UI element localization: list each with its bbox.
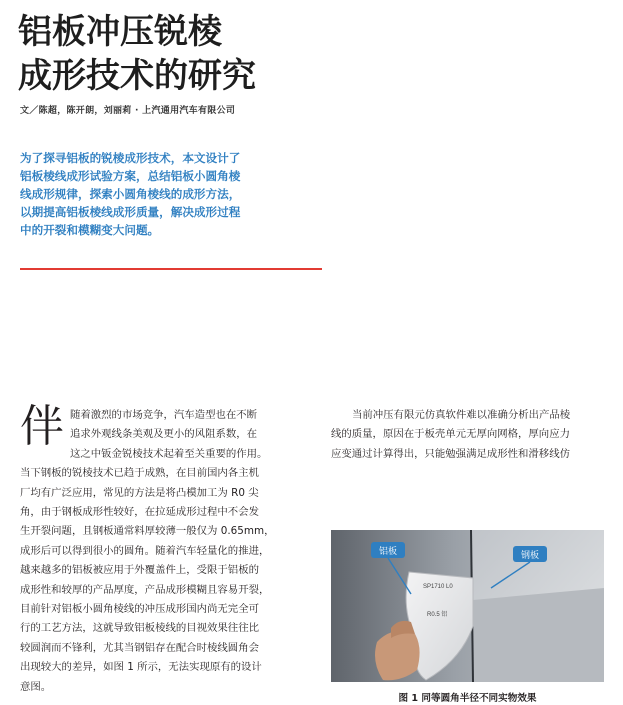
body-line: 较圆润而不锋利，尤其当钢铝存在配合时棱线圆角会 bbox=[20, 641, 259, 654]
abstract-line: 为了探寻铝板的锐棱成形技术，本文设计了 bbox=[20, 151, 241, 165]
body-line: 越来越多的铝板被应用于外覆盖件上，受限于铝板的 bbox=[20, 564, 259, 577]
article-title bbox=[18, 10, 318, 98]
body-line: 出现较大的差异，如图 1 所示，无法实现原有的设计 bbox=[20, 661, 262, 674]
body-column-right bbox=[331, 406, 606, 464]
body-line: 随着激烈的市场竞争，汽车造型也在不断 bbox=[70, 409, 258, 421]
figure-photo bbox=[331, 530, 604, 682]
title-line-1: 铝板冲压锐棱 bbox=[18, 12, 222, 52]
figure-photo-illustration bbox=[331, 530, 604, 682]
abstract bbox=[20, 149, 260, 239]
body-line: 当前冲压有限元仿真软件难以准确分析出产品棱 bbox=[352, 409, 571, 421]
handwritten-note-1: SP1710 L0 bbox=[423, 584, 453, 590]
body-line: 当下钢板的锐棱技术已趋于成熟，在目前国内各主机 bbox=[20, 467, 259, 480]
body-line: 行的工艺方法，这就导致铝板棱线的目视效果往往比 bbox=[20, 622, 259, 635]
abstract-line: 线成形规律，探索小圆角棱线的成形方法， bbox=[20, 187, 241, 201]
body-line: 目前针对铝板小圆角棱线的冲压成形国内尚无完全可 bbox=[20, 603, 259, 616]
abstract-line: 铝板棱线成形试验方案，总结铝板小圆角棱 bbox=[20, 169, 241, 183]
title-line-2: 成形技术的研究 bbox=[18, 56, 256, 96]
body-line: 追求外观线条美观及更小的风阻系数，在 bbox=[70, 428, 258, 441]
section-divider bbox=[20, 268, 322, 270]
author-byline: 文／陈超，陈开朗，刘丽莉 · 上汽通用汽车有限公司 bbox=[20, 106, 236, 116]
body-line: 生开裂问题，且钢板通常料厚较薄一般仅为 0.65mm， bbox=[20, 525, 275, 538]
drop-cap: 伴 bbox=[20, 401, 64, 452]
body-line: 角，由于钢板成形性较好，在拉延成形过程中不会发 bbox=[20, 506, 259, 519]
figure-caption: 图 1 同等圆角半径不同实物效果 bbox=[398, 693, 537, 704]
body-line: 应变通过计算得出，只能勉强满足成形性和滑移线仿 bbox=[331, 447, 570, 460]
body-line: 线的质量，原因在于板壳单元无厚向网格，厚向应力 bbox=[331, 428, 570, 441]
body-line: 成形性和较厚的产品厚度，产品成形模糊且容易开裂， bbox=[20, 583, 270, 596]
label-aluminum: 铝板 bbox=[378, 547, 398, 557]
abstract-line: 以期提高铝板棱线成形质量，解决成形过程 bbox=[20, 205, 241, 219]
label-steel: 钢板 bbox=[520, 551, 540, 561]
body-line: 厂均有广泛应用，常见的方法是将凸模加工为 R0 尖 bbox=[20, 486, 259, 499]
body-line: 意图。 bbox=[20, 680, 52, 693]
abstract-line: 中的开裂和模糊变大问题。 bbox=[20, 223, 160, 237]
body-line: 这之中钣金锐棱技术起着至关重要的作用。 bbox=[70, 447, 268, 460]
handwritten-note-2: R0.5 铝 bbox=[427, 612, 448, 618]
body-column-left bbox=[20, 406, 295, 697]
body-line: 成形后可以得到很小的圆角。随着汽车轻量化的推进， bbox=[20, 544, 270, 557]
